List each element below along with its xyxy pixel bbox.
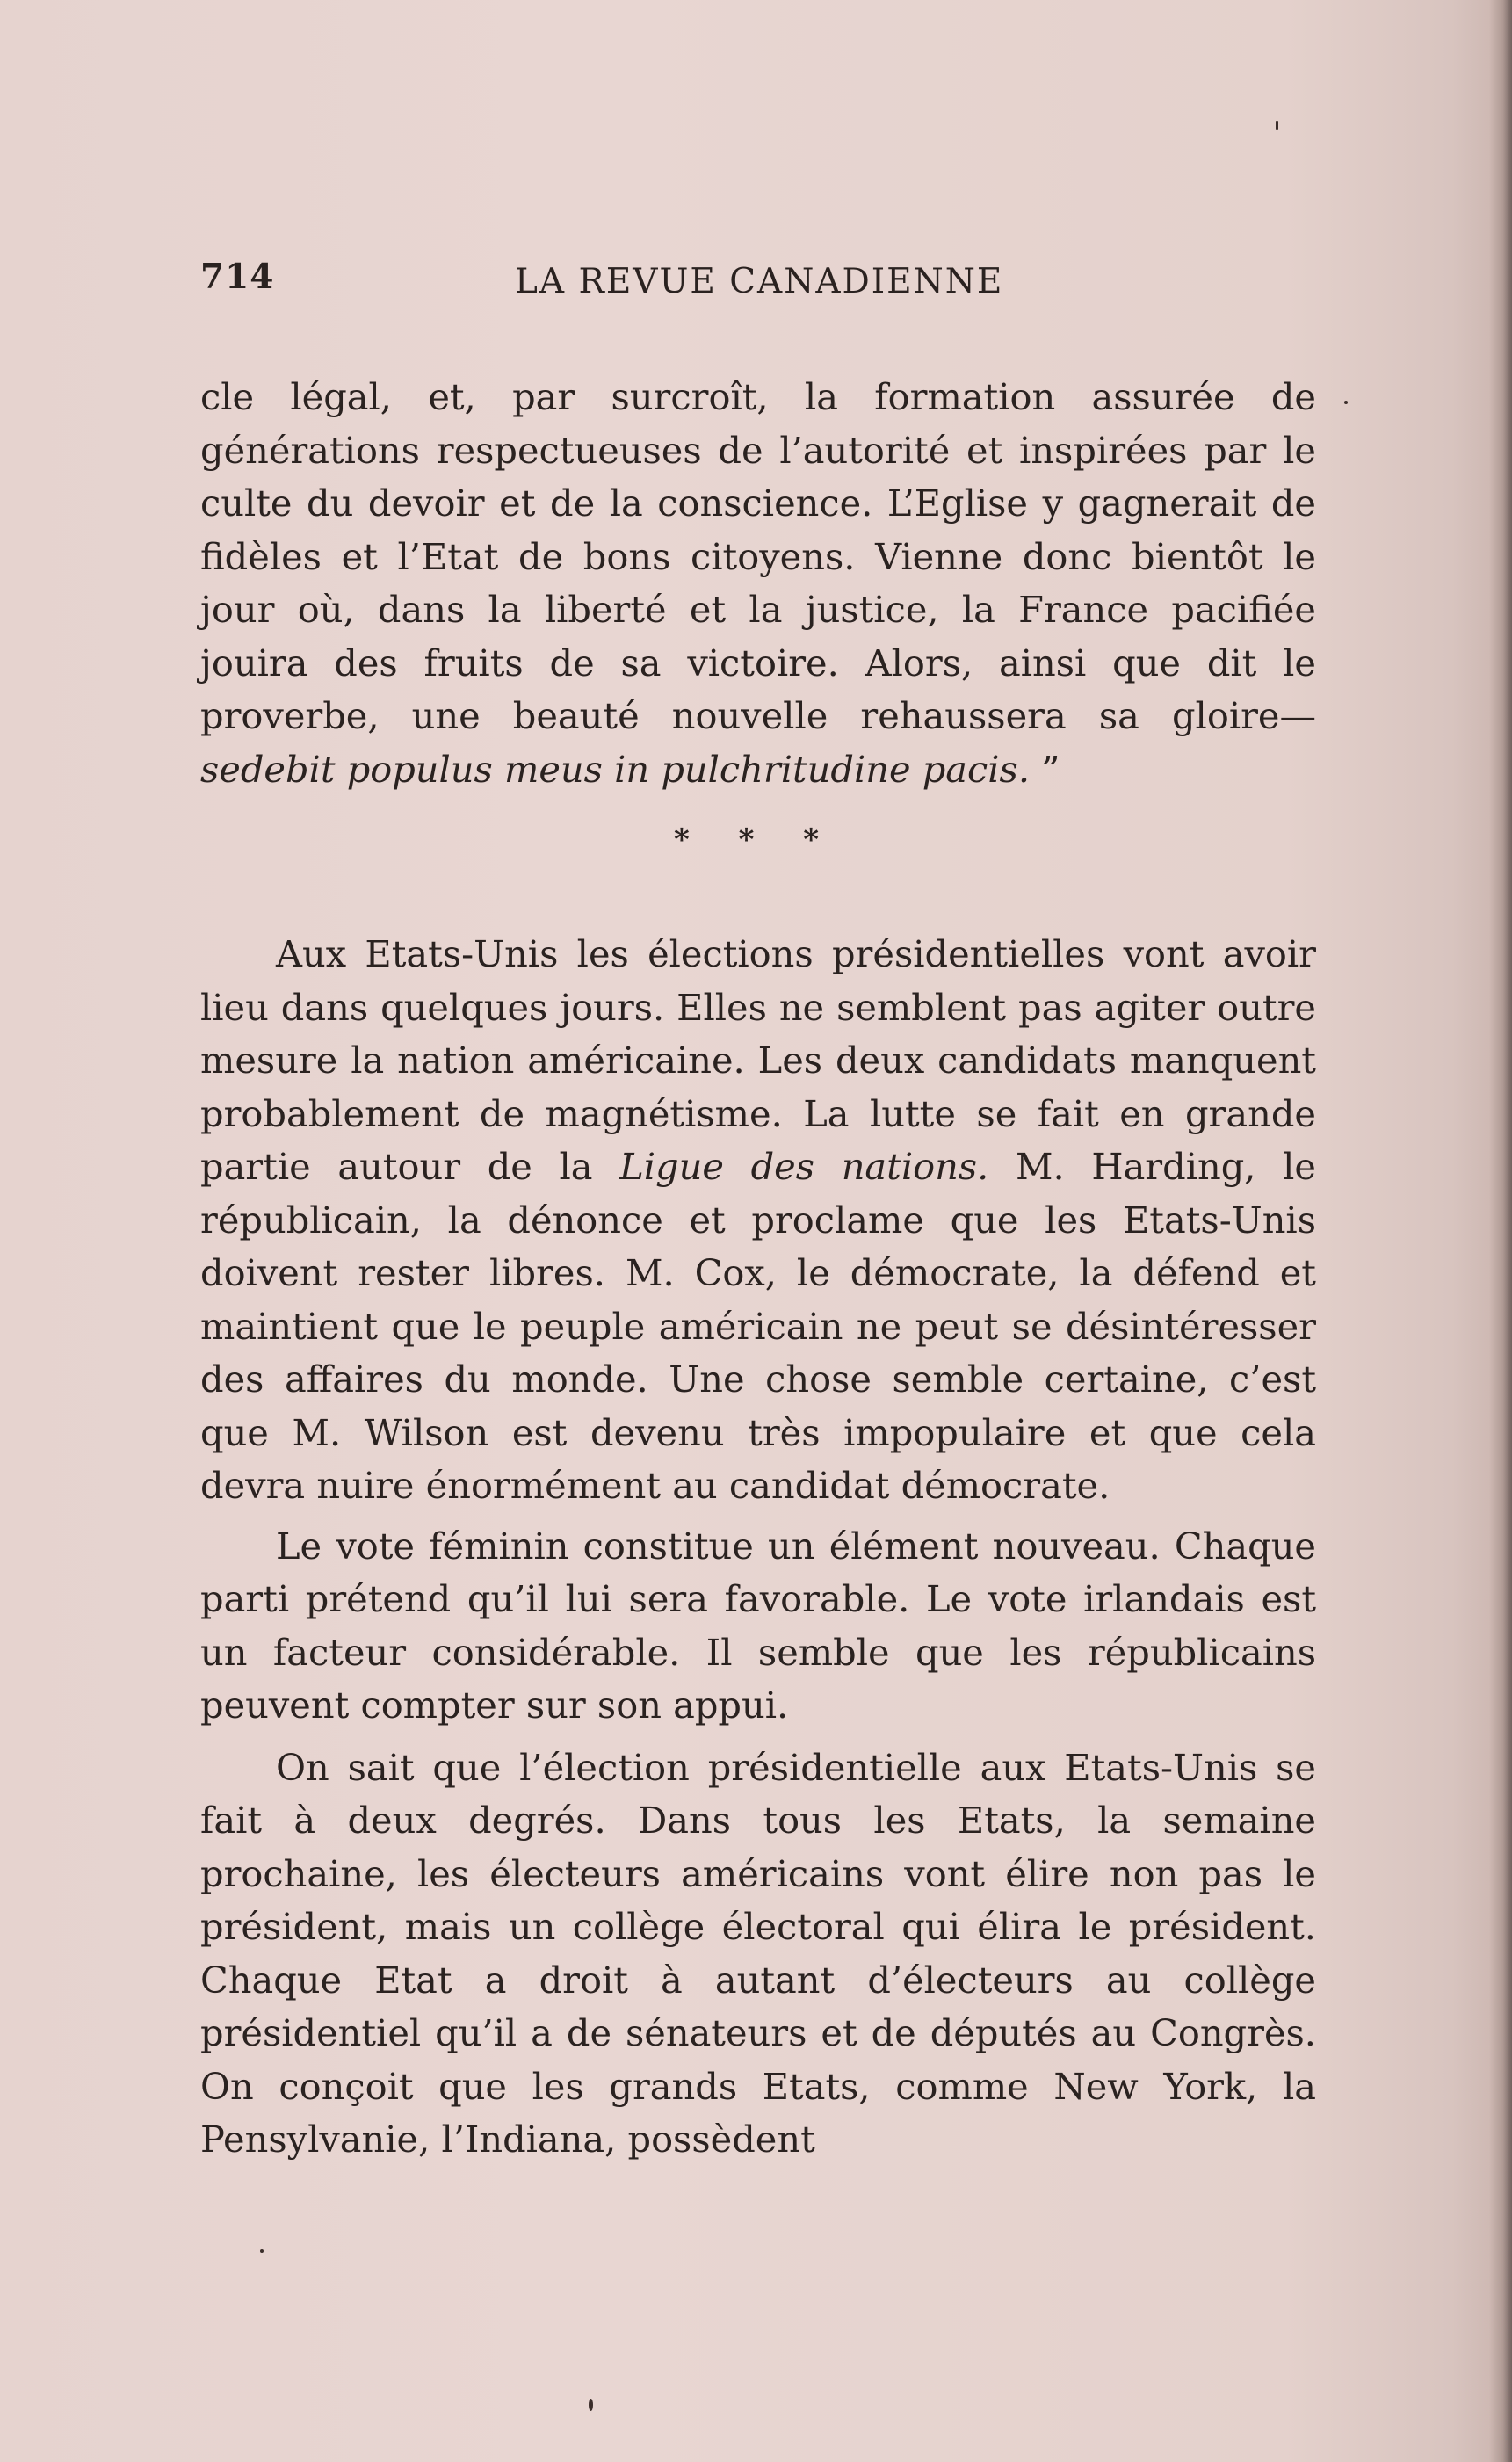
- continued-paragraph: [200, 371, 1316, 796]
- paragraph-vote-feminin: Le vote féminin constitue un élément nouveau. Chaque parti prétend qu’il lui sera favorable. Le vote irlandais est un facteur considérable. Il semble que les républicains peuvent compter sur son appui.: [200, 1524, 1316, 1727]
- paper-speck: [260, 2249, 264, 2253]
- paragraph-elections-part-1: Aux Etats-Unis les élections présidentielles vont avoir lieu dans quelques jours. Elles ne semblent pas agiter outre mesure la nation américaine. Les deux candidats manquent probablement de magnétisme. La lutte se fait en grande partie autour de la: [200, 932, 1316, 1188]
- running-header: [200, 257, 1316, 309]
- paper-speck: [589, 2399, 593, 2411]
- paragraph-elections-part-2: M. Harding, le républicain, la dénonce et proclame que les Etats-Unis doivent rester libres. M. Cox, le démocrate, la défend et maintient que le peuple américain ne peut se désintéresser des affaires du monde. Une chose semble certaine, c’est que M. Wilson est devenu très impopulaire et que cela devra nuire énormément au candidat démocrate.: [200, 1145, 1316, 1507]
- continued-paragraph-text: [200, 371, 1316, 796]
- section-separator: * * *: [673, 822, 838, 858]
- journal-title: LA REVUE CANADIENNE: [515, 262, 1004, 301]
- paragraph-college-electoral: On sait que l’élection présidentielle aux Etats-Unis se fait à deux degrés. Dans tous les Etats, la semaine prochaine, les électeurs américains vont élire non pas le président, mais un collège électoral qui élira le président. Chaque Etat a droit à autant d’électeurs au collège présidentiel qu’il a de sénateurs et de députés au Congrès. On conçoit que les grands Etats, comme New York, la Pensylvanie, l’Indiana, possèdent: [200, 1745, 1316, 2161]
- ligue-des-nations-italic: Ligue des nations.: [619, 1145, 989, 1188]
- article-body: [200, 928, 1316, 2176]
- closing-quote: ”: [1030, 747, 1060, 791]
- paragraph-elections: [200, 928, 1316, 1513]
- latin-quotation: sedebit populus meus in pulchritudine pacis.: [200, 747, 1031, 791]
- page-number: 714: [200, 257, 275, 297]
- paper-speck: [1276, 121, 1278, 130]
- continued-text: cle légal, et, par surcroît, la formation assurée de générations respectueuses de l’autorité et inspirées par le culte du devoir et de la conscience. L’Eglise y gagnerait de fidèles et l’Etat de bons citoyens. Vienne donc bientôt le jour où, dans la liberté et la justice, la France pacifiée jouira des fruits de sa victoire. Alors, ainsi que dit le proverbe, une beauté nouvelle rehaussera sa gloire—: [200, 375, 1316, 737]
- paper-speck: [1344, 401, 1348, 404]
- page-edge-shadow: [1489, 0, 1512, 2462]
